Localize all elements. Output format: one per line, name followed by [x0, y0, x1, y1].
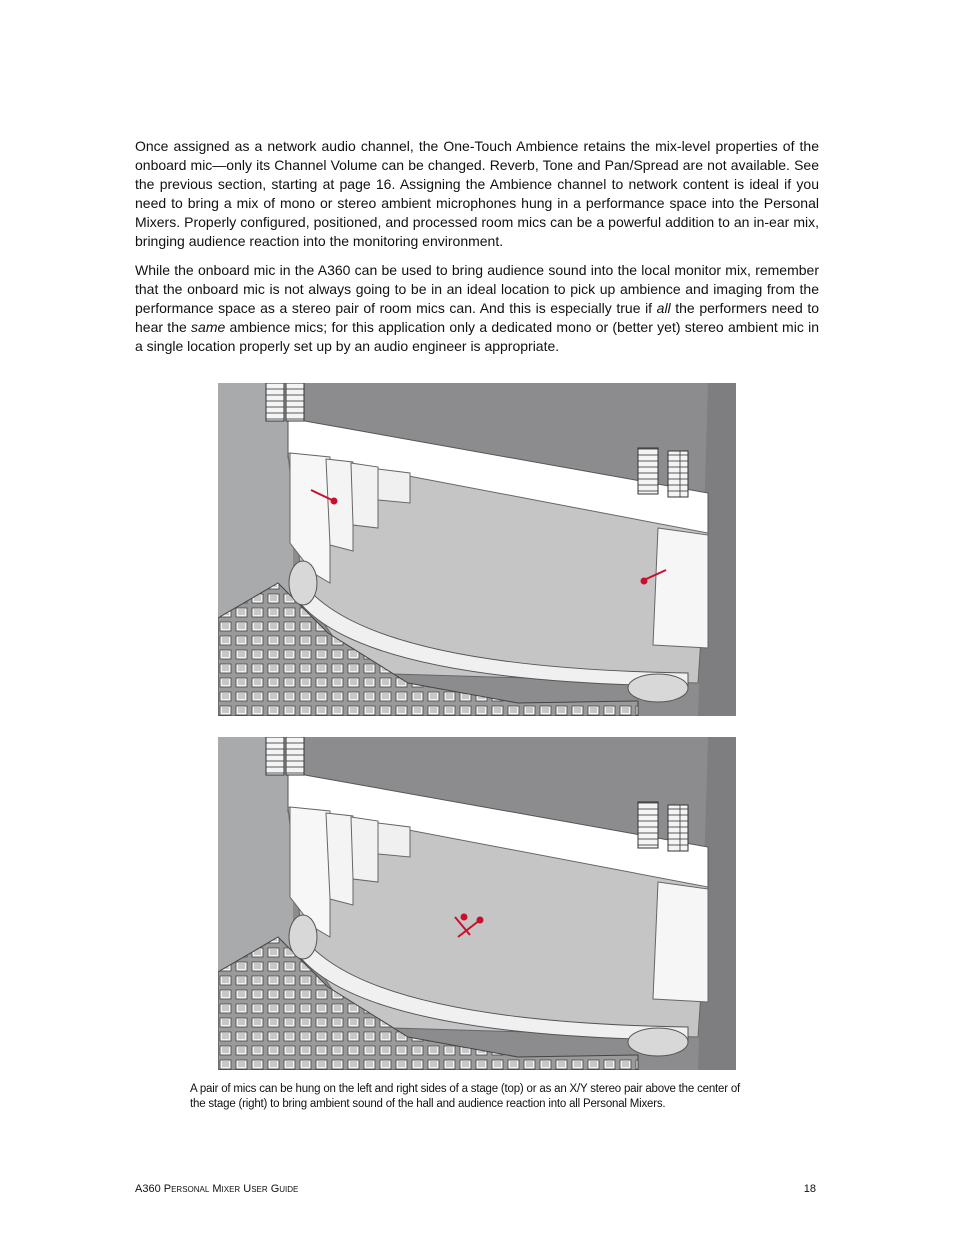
- emphasis-same: same: [191, 319, 226, 335]
- emphasis-all: all: [656, 300, 671, 316]
- paragraph-2-text-c: ambience mics; for this application only a dedicated mono or (better yet) stereo ambient mic in a single location properly set up by an audio engineer is appropriate.: [135, 319, 819, 354]
- footer-document-title: A360 Personal Mixer User Guide: [135, 1183, 299, 1195]
- figure-caption: A pair of mics can be hung on the left and right sides of a stage (top) or as an X/Y stereo pair above the center of the stage (right) to bring ambient sound of the hall and audience reaction into all Personal Mixers.: [190, 1083, 741, 1110]
- stage-illustration-spaced-pair: [218, 383, 736, 716]
- paragraph-2-text-b: the performers need to hear the: [135, 300, 819, 335]
- body-paragraph-1: Once assigned as a network audio channel, the One-Touch Ambience retains the mix-level properties of the onboard mic—only its Channel Volume can be changed. Reverb, Tone and Pan/Spread are not available. See the previous section, starting at page 16. Assigning the Ambience channel to network content is ideal if you need to bring a mix of mono or stereo ambient microphones hung in a performance space into the Personal Mixers. Properly configured, positioned, and processed room mics can be a powerful addition to an in-ear mix, bringing audience reaction into the monitoring environment.: [135, 138, 819, 249]
- stage-illustration-xy-pair: [218, 737, 736, 1070]
- footer-page-number: 18: [803, 1183, 816, 1195]
- body-paragraph-2: [135, 261, 819, 356]
- paragraph-2-text-a: While the onboard mic in the A360 can be used to bring audience sound into the local monitor mix, remember that the onboard mic is not always going to be in an ideal location to pick up ambience and imaging from the performance space as a stereo pair of room mics can. And this is especially true if: [135, 262, 819, 316]
